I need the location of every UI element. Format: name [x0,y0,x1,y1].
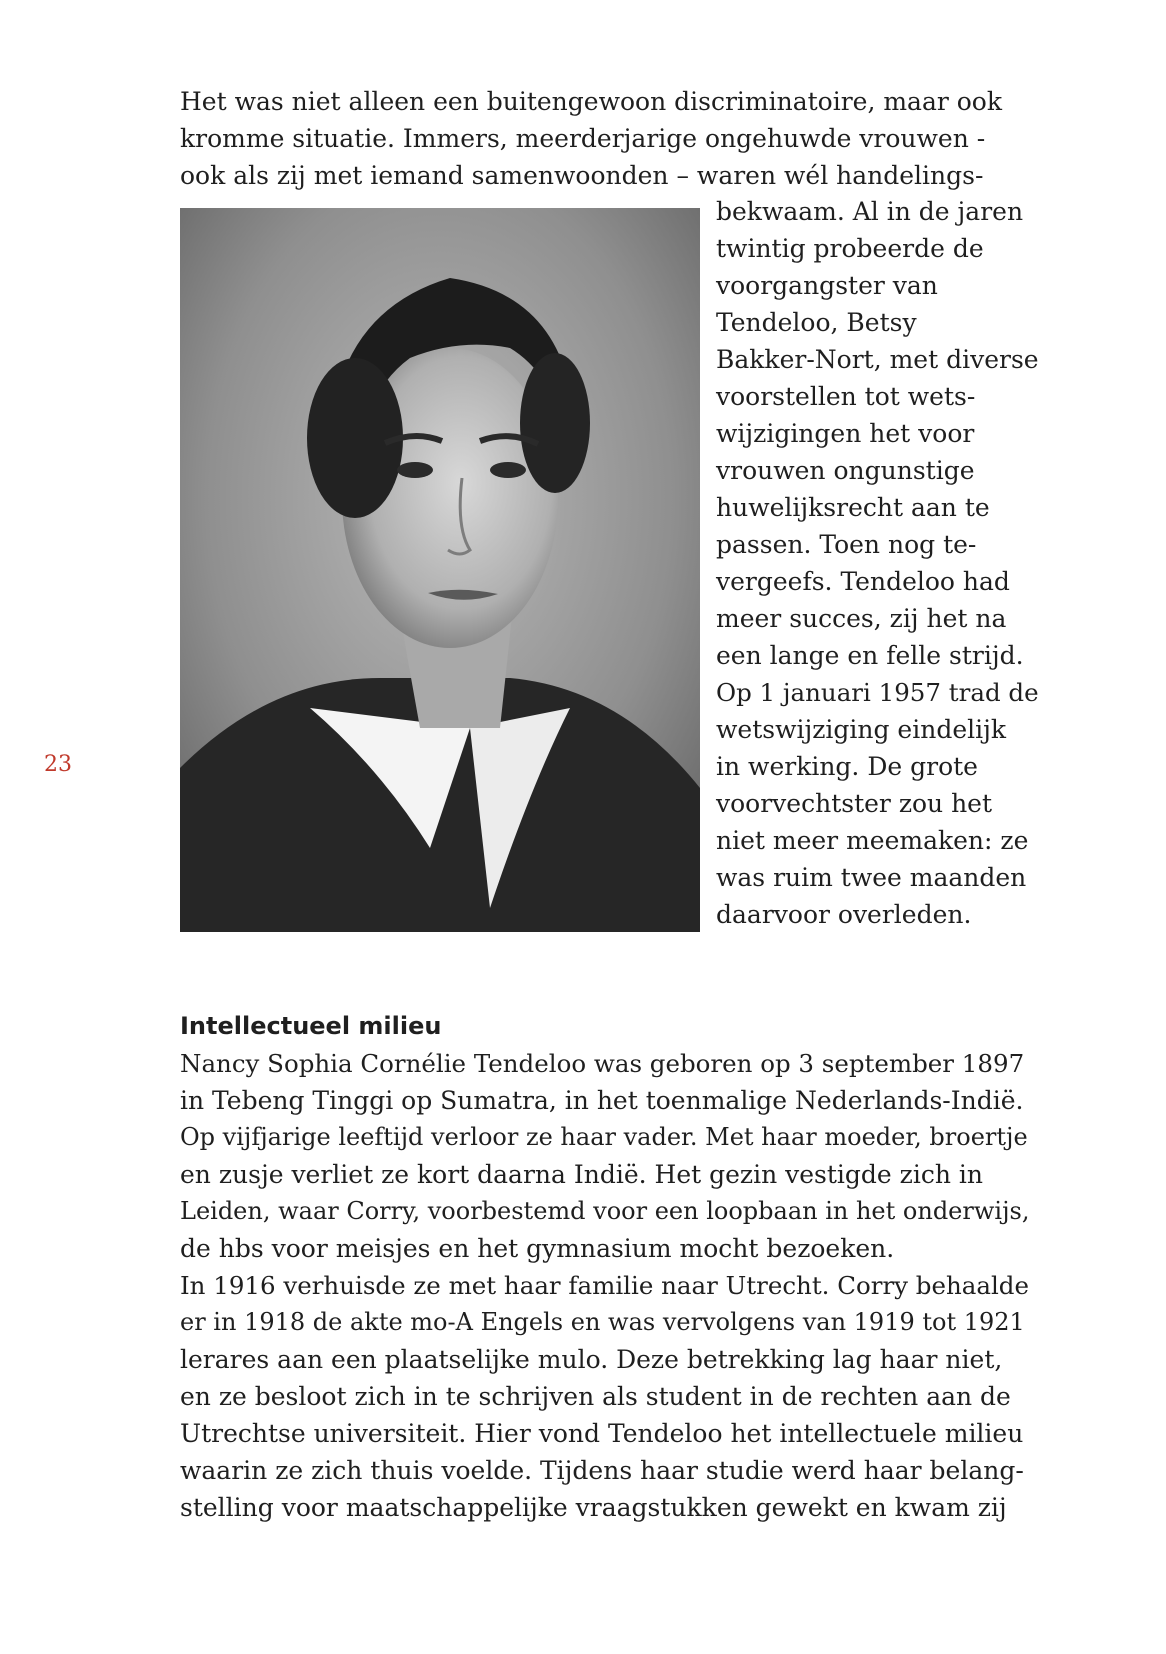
body-line: er in 1918 de akte mo-A Engels en was vervolgens van 1919 tot 1921 [180,1308,1025,1336]
intro-line: ook als zij met iemand samenwoonden – waren wél handelings- [180,161,984,190]
side-line: voorvechtster zou het [716,789,993,818]
side-line: was ruim twee maanden [716,863,1027,892]
page-number: 23 [44,752,72,777]
side-line: voorstellen tot wets- [716,382,976,411]
side-line: Bakker-Nort, met diverse [716,345,1039,374]
portrait-photo [180,208,700,932]
side-line: een lange en felle strijd. [716,641,1024,670]
body-line: en ze besloot zich in te schrijven als student in de rechten aan de [180,1382,1011,1411]
side-line: voorgangster van [716,271,938,300]
side-line: vrouwen ongunstige [716,456,975,485]
body-line: Nancy Sophia Cornélie Tendeloo was geboren op 3 september 1897 [180,1049,1025,1078]
body-line: en zusje verliet ze kort daarna Indië. Het gezin vestigde zich in [180,1160,983,1189]
body-line: in Tebeng Tinggi op Sumatra, in het toenmalige Nederlands-Indië. [180,1086,1024,1115]
side-line: vergeefs. Tendeloo had [716,567,1010,596]
intro-line: kromme situatie. Immers, meerderjarige ongehuwde vrouwen - [180,124,986,153]
side-line: daarvoor overleden. [716,900,972,929]
side-line: niet meer meemaken: ze [716,826,1029,855]
body-line: Op vijfjarige leeftijd verloor ze haar vader. Met haar moeder, broertje [180,1123,1028,1151]
side-line: wijzigingen het voor [716,419,975,448]
side-line: huwelijksrecht aan te [716,493,990,522]
side-line: twintig probeerde de [716,234,984,263]
body-line: lerares aan een plaatselijke mulo. Deze betrekking lag haar niet, [180,1345,1003,1374]
side-line: Op 1 januari 1957 trad de [716,678,1039,707]
intro-line: Het was niet alleen een buitengewoon discriminatoire, maar ook [180,87,1002,116]
side-line: Tendeloo, Betsy [716,308,917,337]
body-line: stelling voor maatschappelijke vraagstukken gewekt en kwam zij [180,1493,1007,1522]
body-line: Utrechtse universiteit. Hier vond Tendeloo het intellectuele milieu [180,1419,1024,1448]
side-line: passen. Toen nog te- [716,530,977,559]
side-line: meer succes, zij het na [716,604,1007,633]
body-line: Leiden, waar Corry, voorbestemd voor een loopbaan in het onderwijs, [180,1197,1030,1225]
side-line: wetswijziging eindelijk [716,715,1007,744]
body-line: waarin ze zich thuis voelde. Tijdens haar studie werd haar belang- [180,1456,1024,1485]
section-heading: Intellectueel milieu [180,1012,442,1040]
side-line: in werking. De grote [716,752,978,781]
body-line: de hbs voor meisjes en het gymnasium mocht bezoeken. [180,1234,895,1263]
body-line: In 1916 verhuisde ze met haar familie naar Utrecht. Corry behaalde [180,1271,1029,1300]
side-line: bekwaam. Al in de jaren [716,197,1024,226]
